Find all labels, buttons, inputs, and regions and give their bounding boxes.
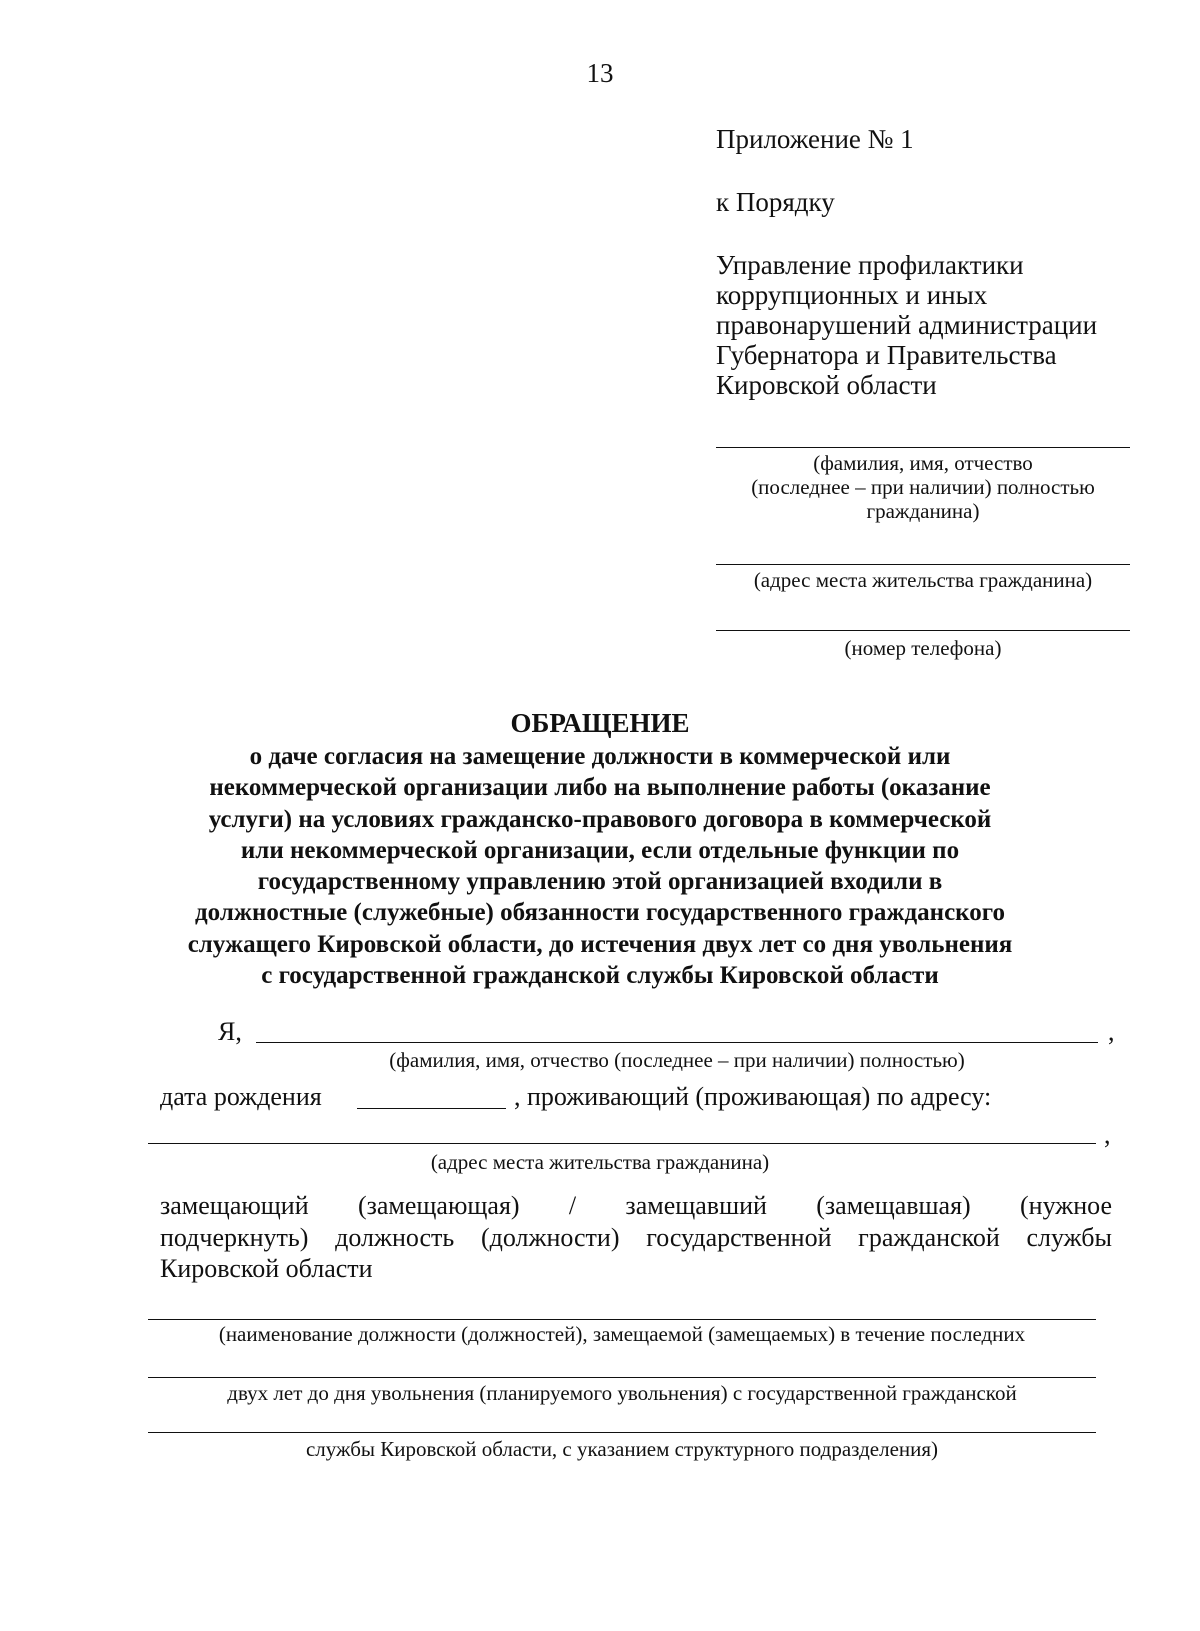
page-number: 13 — [586, 58, 614, 88]
subtitle-line: должностные (служебные) обязанности государственного гражданского — [195, 899, 1005, 927]
position-line-1[interactable] — [148, 1319, 1096, 1320]
appendix-to-order: к Порядку — [716, 187, 835, 217]
paragraph-line: Кировской области — [160, 1254, 373, 1283]
caption-line: гражданина) — [866, 499, 980, 523]
residing-text: , проживающий (проживающая) по адресу: — [514, 1082, 992, 1111]
document-title: ОБРАЩЕНИЕ — [510, 708, 690, 738]
sender-address-line[interactable] — [716, 564, 1130, 565]
applicant-fio-caption: (фамилия, имя, отчество (последнее – при наличии) полностью) — [389, 1048, 965, 1072]
sender-address-caption: (адрес места жительства гражданина) — [753, 568, 1093, 592]
position-caption-2: двух лет до дня увольнения (планируемого увольнения) с государственной гражданской — [227, 1381, 1017, 1405]
caption-line: (фамилия, имя, отчество — [813, 451, 1033, 475]
addressee-line: Кировской области — [716, 370, 937, 400]
position-caption-3: службы Кировской области, с указанием структурного подразделения) — [305, 1437, 939, 1461]
position-paragraph — [160, 1190, 1112, 1254]
subtitle-line: с государственной гражданской службы Кировской области — [261, 962, 939, 990]
addressee-block — [716, 250, 1097, 400]
position-caption-1: (наименование должности (должностей), замещаемой (замещаемых) в течение последних — [218, 1322, 1026, 1346]
position-line-3[interactable] — [148, 1432, 1096, 1433]
subtitle-line: служащего Кировской области, до истечения двух лет со дня увольнения — [187, 930, 1013, 958]
subtitle-line: услуги) на условиях гражданско-правового договора в коммерческой — [208, 805, 992, 833]
birth-date-line[interactable] — [357, 1108, 506, 1109]
addressee-line: Управление профилактики — [716, 250, 1024, 280]
i-label: Я, — [218, 1017, 242, 1046]
subtitle-line: некоммерческой организации либо на выполнение работы (оказание — [209, 774, 991, 802]
fio-comma: , — [1108, 1017, 1115, 1046]
subtitle-line: о даче согласия на замещение должности в коммерческой или — [249, 743, 951, 770]
sender-phone-line[interactable] — [716, 630, 1130, 631]
sender-phone-caption: (номер телефона) — [844, 636, 1002, 660]
position-line-2[interactable] — [148, 1377, 1096, 1378]
paragraph-line: подчеркнуть) должность (должности) государственной гражданской службы — [160, 1223, 1112, 1252]
applicant-address-caption: (адрес места жительства гражданина) — [430, 1150, 770, 1174]
sender-fio-line[interactable] — [716, 447, 1130, 448]
caption-line: (последнее – при наличии) полностью — [751, 475, 1095, 499]
birth-label: дата рождения — [160, 1082, 322, 1111]
subtitle-line: или некоммерческой организации, если отдельные функции по — [240, 836, 960, 864]
appendix-title: Приложение № 1 — [716, 124, 914, 154]
address-comma: , — [1104, 1120, 1111, 1149]
document-subtitle — [0, 741, 1200, 991]
addressee-line: коррупционных и иных — [716, 280, 988, 310]
applicant-address-line[interactable] — [148, 1143, 1096, 1144]
sender-fio-caption — [712, 451, 1134, 523]
addressee-line: правонарушений администрации — [716, 310, 1098, 340]
subtitle-line: государственному управлению этой организацией входили в — [257, 868, 943, 896]
addressee-line: Губернатора и Правительства — [716, 340, 1057, 370]
paragraph-line: замещающий (замещающая) / замещавший (замещавшая) (нужное — [160, 1191, 1112, 1220]
applicant-fio-line[interactable] — [256, 1042, 1098, 1043]
